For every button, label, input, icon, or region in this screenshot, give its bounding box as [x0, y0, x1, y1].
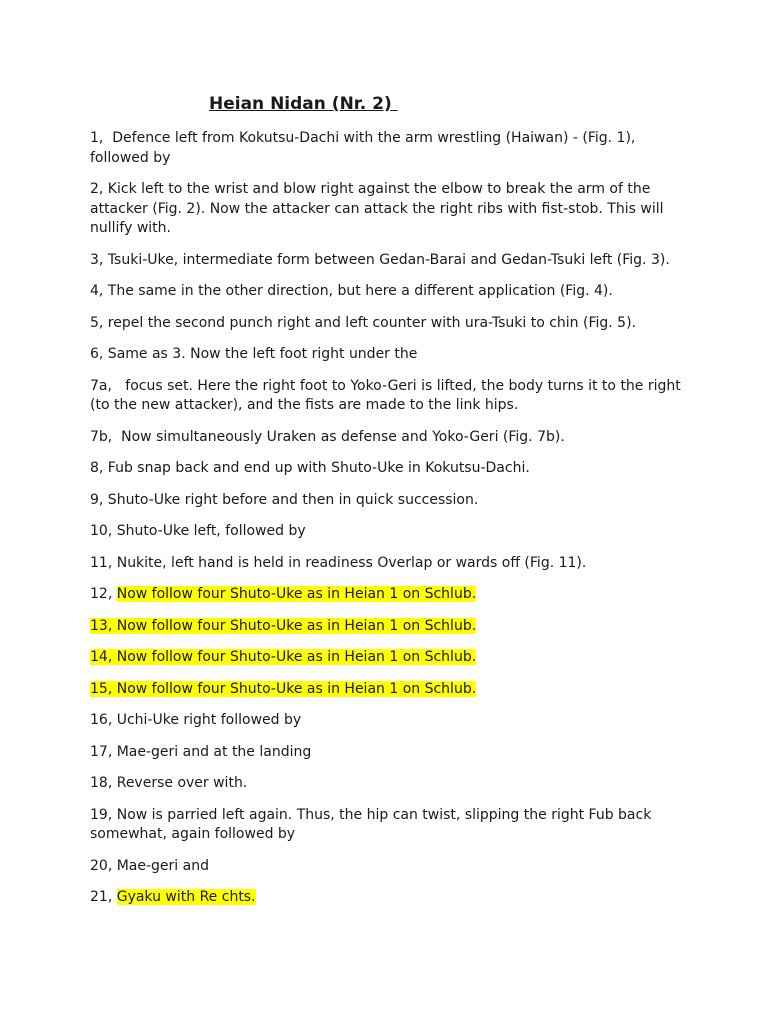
step-text: 9, Shuto-Uke right before and then in quick succession. — [90, 491, 479, 508]
step-paragraph — [90, 680, 690, 700]
step-paragraph — [90, 491, 690, 511]
step-paragraph — [90, 377, 690, 416]
step-highlighted-text: Now follow four Shuto-Uke as in Heian 1 on Schlub. — [116, 586, 477, 602]
step-paragraph — [90, 857, 690, 877]
step-paragraph — [90, 806, 690, 845]
step-text: 5, repel the second punch right and left counter with ura-Tsuki to chin (Fig. 5). — [90, 314, 636, 331]
step-paragraph — [90, 617, 690, 637]
step-text: 7a, focus set. Here the right foot to Yoko-Geri is lifted, the body turns it to the right (to the new attacker), and the fists are made to the link hips. — [90, 377, 686, 413]
step-text: 7b, Now simultaneously Uraken as defense and Yoko-Geri (Fig. 7b). — [90, 428, 565, 445]
step-paragraph — [90, 648, 690, 668]
step-paragraph — [90, 585, 690, 605]
step-text: 8, Fub snap back and end up with Shuto-Uke in Kokutsu-Dachi. — [90, 460, 530, 476]
step-paragraph — [90, 459, 690, 479]
step-paragraph — [90, 180, 690, 239]
step-paragraph — [90, 345, 690, 365]
document-title: Heian Nidan (Nr. 2) — [209, 94, 398, 114]
step-text: 6, Same as 3. Now the left foot right under the — [90, 346, 418, 362]
step-paragraph — [90, 711, 690, 731]
step-text: 18, Reverse over with. — [90, 775, 248, 791]
step-text: 21, — [90, 889, 117, 905]
step-paragraph — [90, 522, 690, 542]
step-text: 19, Now is parried left again. Thus, the hip can twist, slipping the right Fub back somewhat, again followed by — [90, 806, 656, 842]
step-paragraph — [90, 743, 690, 763]
step-text: 10, Shuto-Uke left, followed by — [90, 523, 306, 539]
step-text: 12, — [90, 586, 117, 602]
steps-list — [90, 129, 690, 920]
step-highlighted-text: 15, Now follow four Shuto-Uke as in Heian 1 on Schlub. — [90, 680, 477, 697]
step-paragraph — [90, 888, 690, 908]
step-paragraph — [90, 554, 690, 574]
step-text: 11, Nukite, left hand is held in readiness Overlap or wards off (Fig. 11). — [90, 554, 587, 571]
step-text: 17, Mae-geri and at the landing — [90, 743, 312, 760]
step-text: 2, Kick left to the wrist and blow right against the elbow to break the arm of the attacker (Fig. 2). Now the attacker can attack the right ribs with fist-stob. This will nullify with. — [90, 181, 668, 236]
step-paragraph — [90, 774, 690, 794]
step-text: 20, Mae-geri and — [90, 857, 209, 874]
step-paragraph — [90, 282, 690, 302]
step-paragraph — [90, 428, 690, 448]
step-highlighted-text: 14, Now follow four Shuto-Uke as in Heian 1 on Schlub. — [90, 649, 477, 665]
step-text: 16, Uchi-Uke right followed by — [90, 712, 302, 728]
step-paragraph — [90, 251, 690, 271]
step-text: 3, Tsuki-Uke, intermediate form between Gedan-Barai and Gedan-Tsuki left (Fig. 3). — [90, 251, 670, 268]
step-paragraph — [90, 129, 690, 168]
step-text: 1, Defence left from Kokutsu-Dachi with the arm wrestling (Haiwan) - (Fig. 1), followed by — [90, 130, 640, 166]
step-text: 4, The same in the other direction, but here a different application (Fig. 4). — [90, 283, 613, 299]
step-highlighted-text: Gyaku with Re chts. — [116, 889, 256, 905]
step-paragraph — [90, 314, 690, 334]
step-highlighted-text: 13, Now follow four Shuto-Uke as in Heian 1 on Schlub. — [90, 617, 477, 634]
